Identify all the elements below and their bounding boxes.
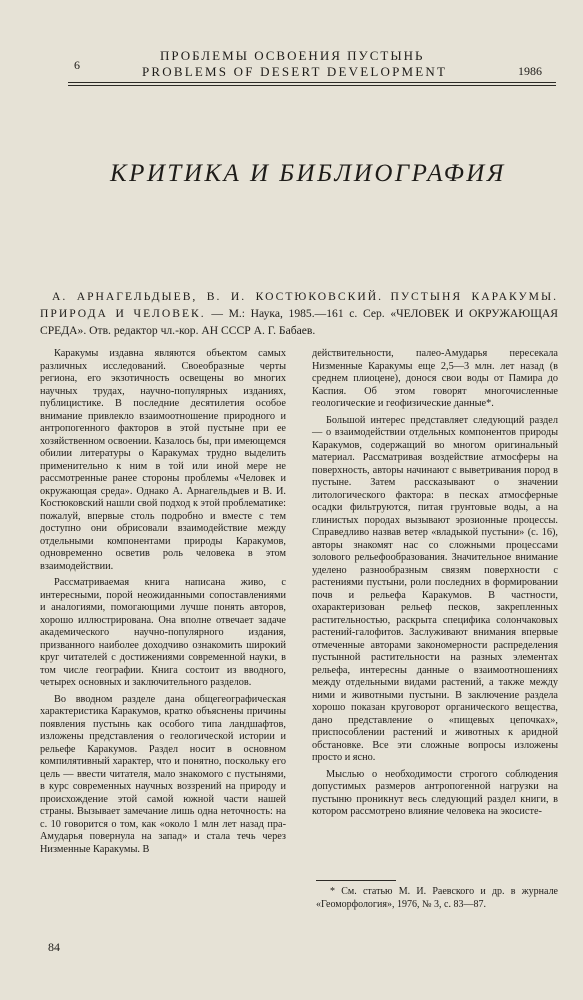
running-header <box>60 40 560 86</box>
paragraph: Каракумы издавна являются объектом самых различных исследований. Своеобразные черты региона, его экзотичность освещены во многих научных трудах, научно-популярных изданиях, публицистике. В последние десятилетия особое внимание привлекло взаимоотношение природного и антропогенного факторов в этой пустыне при ее хозяйственном освоении. Казалось бы, при имеющемся обилии литературы о Каракумах трудно выделить применительно к ним в той или иной мере не рассмотренные ранее стороны проблемы «Человек и окружающая среда». Однако А. Арнагельдыев и В. И. Костюковский нашли свой подход к этой проблематике: пожалуй, впервые столь подробно и вместе с тем доступно они обрисовали взаимодействие между отдельными компонентами природы Каракумов, одновременно осветив роль человека в этом взаимодействии. <box>40 348 286 572</box>
header-page-number: 6 <box>74 58 80 72</box>
header-rule <box>68 85 556 86</box>
citation-book-title: ПУСТЫНЯ КАРАКУМЫ. ПРИРОДА И ЧЕЛОВЕК. <box>40 290 558 320</box>
paragraph: Рассматриваемая книга написана живо, с интересными, порой неожиданными сопоставлениями и аналогиями, помогающими лучше понять авторов, хорошо иллюстрирована. Она вполне отвечает задаче академического научно-популярного издания, призванного наиболее доходчиво ознакомить широкий круг читателей с достижениями современной науки, в том числе географии. Книга состоит из вводного, четырех основных и заключительного разделов. <box>40 577 286 688</box>
footer-page-number: 84 <box>48 940 60 954</box>
book-citation <box>40 288 558 339</box>
citation-details: — М.: Наука, 1985.—161 с. Сер. «ЧЕЛОВЕК И ОКРУЖАЮЩАЯ СРЕДА». Отв. редактор чл.-кор. АН СССР А. Г. Бабаев. <box>40 307 558 337</box>
right-column <box>312 348 558 819</box>
paragraph: Большой интерес представляет следующий раздел — о взаимодействии отдельных компонентов природы Каракумов, содержащий во многом оригинальный материал. Рассматривая воздействие атмосферы на поверхность, авторы начинают с выветривания пород в пустыне. Затем рассказывают о значении литологического фактора: в песках атмосферные осадки фильтруются, питая грунтовые воды, а на глинистых породах вызывают эрозионные процессы. Справедливо назвав ветер «владыкой пустыни» (с. 16), авторы знакомят нас со сложными процессами золового рельефообразования. Значительное внимание уделено разнообразным связям поверхности с растениями пустыни, роли последних в формировании почв и рельефа Каракумов. В частности, охарактеризован рельеф песков, закрепленных растительностью, раскрыта специфика солончаковых растений-галофитов. Заслуживают внимания впервые отмеченные авторами закономерности распределения пустынной растительности на разных элементах рельефа, интересны данные о взаимоотношениях между отдельными видами растений, а также между ними и животными пустыни. В заключение раздела хорошо показан круговорот органического вещества, дано представление о «пищевых цепочках», приспособлении растений и животных к аридной обстановке. Все эти сложные вопросы изложены просто и ясно. <box>312 414 558 763</box>
left-column <box>40 348 286 856</box>
header-rule <box>68 82 556 83</box>
header-title-ru: ПРОБЛЕМЫ ОСВОЕНИЯ ПУСТЫНЬ <box>160 48 425 63</box>
footnote: * См. статью М. И. Раевского и др. в журнале «Геоморфология», 1976, № 3, с. 83—87. <box>316 886 558 910</box>
paragraph: Во вводном разделе дана общегеографическая характеристика Каракумов, кратко объяснены причины появления пустынь как особого типа ландшафтов, изложены представления о геологической истории и рельефе Каракумов. Раздел носит в основном компилятивный характер, что и понятно, поскольку его цель — ввести читателя, мало знакомого с пустынями, в курс современных научных воззрений на природу и происхождение этой самой южной части нашей страны. Вызывает замечание лишь одна неточность: на с. 10 говорится о том, как «около 1 млн лет назад пра-Амударья повернула на запад» и стала течь через Низменные Каракумы. В <box>40 693 286 855</box>
header-year: 1986 <box>518 64 542 78</box>
section-title: КРИТИКА И БИБЛИОГРАФИЯ <box>110 160 506 187</box>
header-title-en: PROBLEMS OF DESERT DEVELOPMENT <box>142 64 448 79</box>
paragraph: Мыслью о необходимости строгого соблюдения допустимых размеров антропогенной нагрузки на пустыню проникнут весь следующий раздел книги, в котором рассмотрено влияние человека на экосисте- <box>312 768 558 817</box>
citation-authors: А. АРНАГЕЛЬДЫЕВ, В. И. КОСТЮКОВСКИЙ. <box>52 290 383 303</box>
paragraph: действительности, палео-Амударья пересекала Низменные Каракумы еще 2,5—3 млн. лет назад (в среднем плиоцене), донося свои воды от Памира до Каспия. Об этом говорят многочисленные геологические и геофизические данные*. <box>312 348 558 409</box>
footnote-separator <box>316 880 396 881</box>
